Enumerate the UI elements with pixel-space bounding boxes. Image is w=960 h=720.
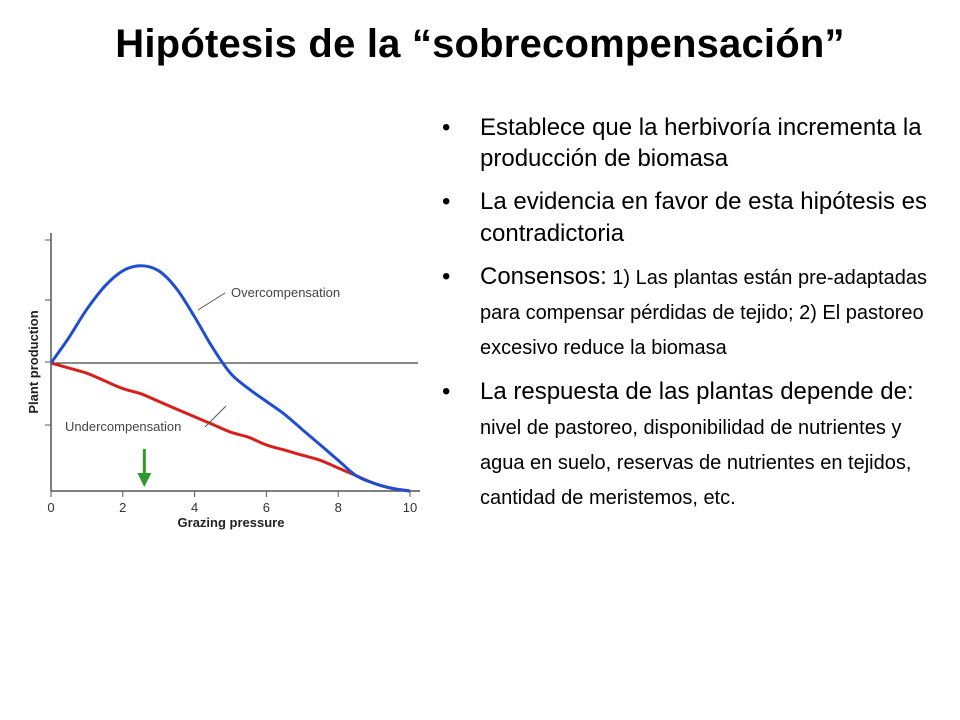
bullet-dot-icon: • (442, 262, 451, 290)
bullet-dot-icon: • (442, 114, 451, 141)
grazing-chart (0, 100, 440, 660)
x-tick-label: 10 (402, 500, 418, 515)
x-tick-label: 4 (190, 500, 199, 515)
overcompensation-label: Overcompensation (231, 285, 341, 300)
x-tick-label: 6 (262, 500, 271, 515)
y-axis-title: Plant production (26, 310, 41, 414)
undercompensation-label: Undercompensation (65, 419, 182, 434)
bullet-head: Consensos: (480, 262, 607, 290)
grazing-level-arrow-icon (137, 449, 151, 487)
bullet-dot-icon: • (442, 377, 451, 405)
x-tick-label: 0 (47, 500, 55, 515)
x-tick-label: 8 (334, 500, 342, 515)
x-tick-label: 2 (119, 500, 127, 515)
x-ticks (47, 491, 417, 515)
undercompensation-leader (205, 406, 226, 427)
bullet-item (440, 376, 940, 516)
bullet-item (440, 186, 940, 248)
bullet-list (440, 112, 940, 528)
bullet-head: La respuesta de las plantas depende de: (480, 377, 914, 405)
slide-title: Hipótesis de la “sobrecompensación” (115, 22, 845, 66)
bullet-detail: 1) Las plantas están pre-adaptadas para compensar pérdidas de tejido; 2) El pastoreo excesivo reduce la biomasa (480, 266, 927, 359)
bullet-text: La evidencia en favor de esta hipótesis es contradictoria (480, 188, 927, 247)
overcompensation-leader (198, 293, 225, 310)
bullet-item (440, 261, 940, 366)
bullet-item (440, 112, 940, 174)
bullet-dot-icon: • (442, 188, 451, 216)
x-axis-title: Grazing pressure (177, 515, 285, 530)
bullet-text: Establece que la herbivoría incrementa la producción de biomasa (480, 114, 922, 173)
bullet-detail: nivel de pastoreo, disponibilidad de nutrientes y agua en suelo, reservas de nutrientes en tejidos, cantidad de meristemos, etc. (480, 416, 912, 509)
